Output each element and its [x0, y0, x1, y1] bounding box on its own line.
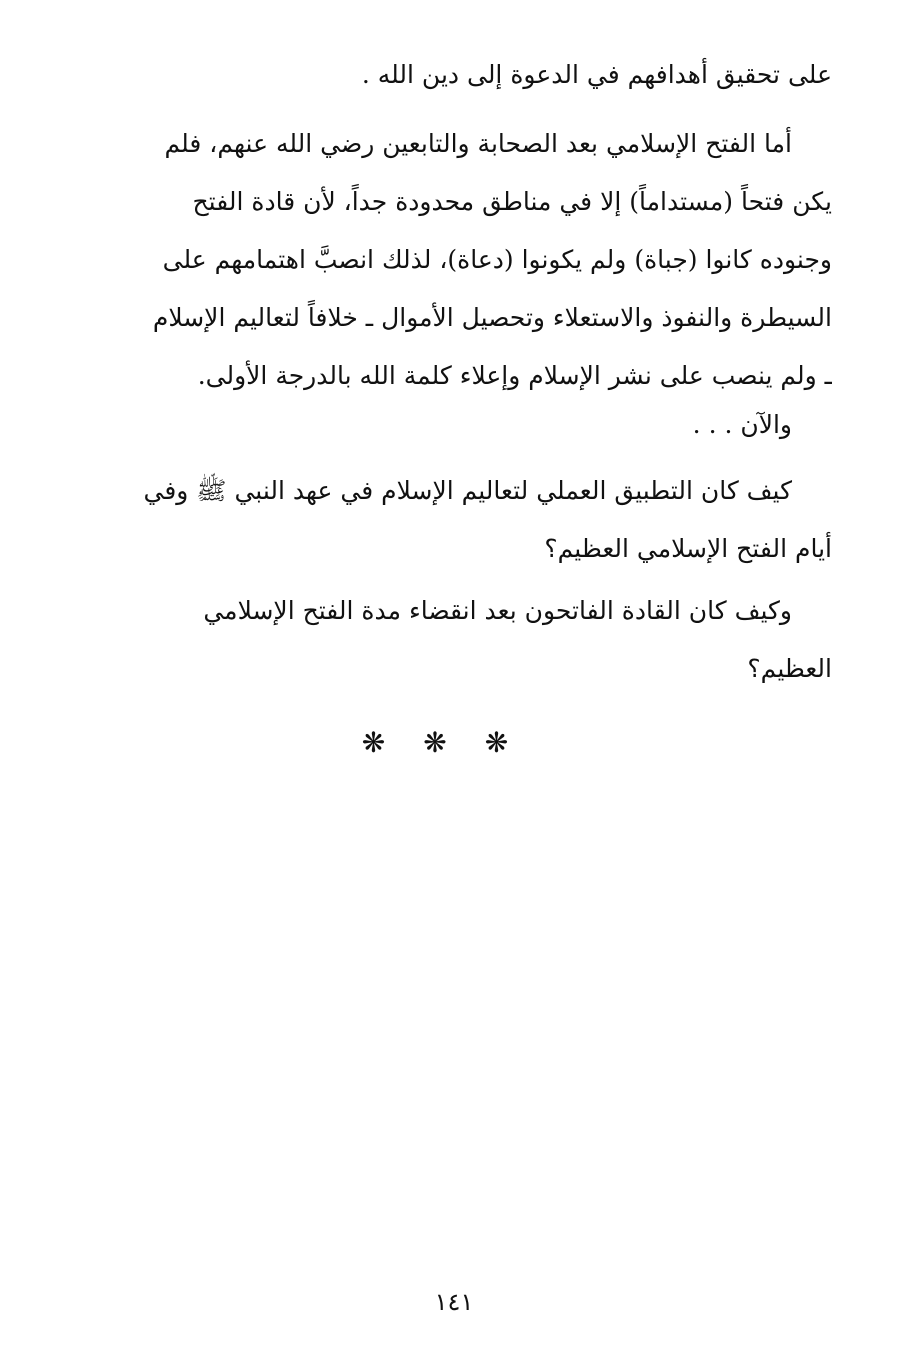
- paragraph-continuation: [132, 46, 832, 104]
- text-line: السيطرة والنفوذ والاستعلاء وتحصيل الأموال ـ خلافاً لتعاليم الإسلام: [152, 303, 832, 332]
- text-line: وكيف كان القادة الفاتحون بعد انقضاء مدة الفتح الإسلامي: [203, 596, 792, 625]
- text-line: ـ ولم ينصب على نشر الإسلام وإعلاء كلمة الله بالدرجة الأولى.: [197, 361, 832, 390]
- star-ornament-icon: ❋: [423, 726, 485, 759]
- text-line: أيام الفتح الإسلامي العظيم؟: [544, 534, 832, 563]
- section-separator: [0, 726, 908, 759]
- page-number: ١٤١: [434, 1288, 474, 1316]
- text-line: على تحقيق أهدافهم في الدعوة إلى دين الله .: [361, 60, 832, 89]
- text-line: كيف كان التطبيق العملي لتعاليم الإسلام في عهد النبي ﷺ وفي: [143, 476, 792, 505]
- paragraph-question-2: [132, 582, 832, 698]
- paragraph-question-1: [132, 462, 832, 578]
- paragraph-conquest: [132, 115, 832, 405]
- star-ornament-icon: ❋: [361, 726, 424, 759]
- text-line: وجنوده كانوا (جباة) ولم يكونوا (دعاة)، لذلك انصبَّ اهتمامهم على: [162, 245, 832, 274]
- paragraph-and-now: [132, 396, 832, 454]
- text-line: أما الفتح الإسلامي بعد الصحابة والتابعين رضي الله عنهم، فلم: [164, 129, 792, 158]
- star-ornament-icon: ❋: [484, 726, 547, 759]
- text-line: يكن فتحاً (مستداماً) إلا في مناطق محدودة جداً، لأن قادة الفتح: [192, 187, 832, 216]
- text-line: والآن . . .: [692, 410, 792, 439]
- text-line: العظيم؟: [747, 654, 832, 683]
